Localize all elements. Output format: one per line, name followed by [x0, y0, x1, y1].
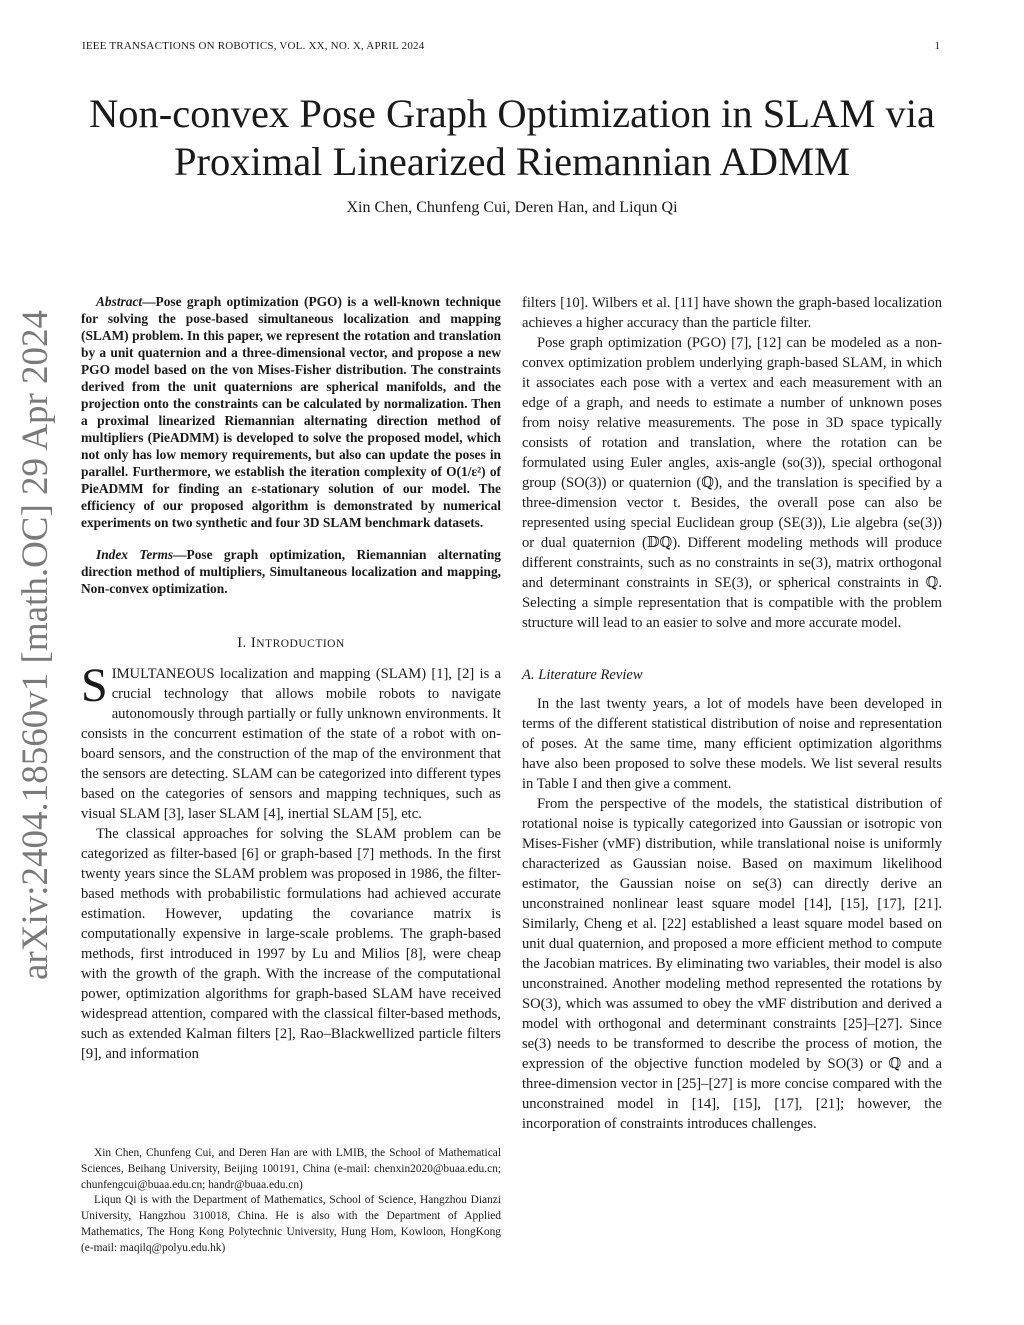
left-column [81, 293, 501, 1064]
section-initial: I [250, 635, 257, 651]
index-terms-text: —Pose graph optimization, Riemannian alternating direction method of multipliers, Simultaneous localization and mapping, Non-convex optimization. [81, 547, 501, 596]
right-column [522, 293, 942, 1134]
footnote-1: Xin Chen, Chunfeng Cui, and Deren Han are with LMIB, the School of Mathematical Sciences, Beihang University, Beijing 100191, China (e-mail: chenxin2020@buaa.edu.cn; chunfengcui@buaa.edu.cn; handr@buaa.edu.cn) [81, 1147, 501, 1191]
affiliation-footnotes [81, 1146, 501, 1257]
right-paragraph-3: In the last twenty years, a lot of models have been developed in terms of the different statistical distribution of noise and representation of poses. At the same time, many efficient optimization algorithms have also been proposed to solve these models. We list several results in Table I and then give a comment. [522, 696, 942, 792]
intro-cap-rest: IMULTANEOUS [111, 666, 215, 682]
title-line-1: Non-convex Pose Graph Optimization in SLAM via [89, 91, 935, 136]
intro-paragraph-1 [81, 659, 501, 824]
index-terms-label: Index Terms [96, 547, 174, 562]
section-heading-introduction [81, 633, 501, 654]
abstract [81, 293, 501, 531]
right-paragraph-1: filters [10]. Wilbers et al. [11] have shown the graph-based localization achieves a higher accuracy than the particle filter. [522, 295, 942, 331]
drop-cap: S [81, 659, 108, 712]
footnote-2: Liqun Qi is with the Department of Mathematics, School of Science, Hangzhou Dianzi University, Hangzhou 310018, China. He is also with the Department of Applied Mathematics, The Hong Kong Polytechnic University, Hung Hom, Kowloon, HongKong (e-mail: maqilq@polyu.edu.hk) [81, 1194, 501, 1254]
intro-p1-text: localization and mapping (SLAM) [1], [2] is a crucial technology that allows mobile robots to navigate autonomously through partially or fully unknown environments. It consists in the concurrent estimation of the state of a robot with on-board sensors, and the construction of the map of the environment that the sensors are detecting. SLAM can be categorized into different types based on the categories of sensors and mapping techniques, such as visual SLAM [3], laser SLAM [4], inertial SLAM [5], etc. [81, 666, 501, 822]
title-line-2: Proximal Linearized Riemannian ADMM [174, 139, 850, 184]
abstract-label: Abstract [96, 294, 143, 309]
right-paragraph-2: Pose graph optimization (PGO) [7], [12] can be modeled as a non-convex optimization problem underlying graph-based SLAM, in which it associates each pose with a vertex and each measurement with an edge of a graph, and needs to estimate a number of unknown poses from noisy relative measurements. The pose in 3D space typically consists of rotation and translation, where the rotation can be formulated using Euler angles, axis-angle (so(3)), special orthogonal group (SO(3)) or quaternion (ℚ), and the translation is specified by a three-dimension vector t. Besides, the overall pose can also be represented using special Euclidean group (SE(3)), Lie algebra (se(3)) or dual quaternion (𝔻ℚ). Different modeling methods will produce different constraints, such as no constraints in se(3), matrix orthogonal and determinant constraints in SE(3), or spherical constraints in ℚ. Selecting a simple representation that is compatible with the problem structure will lead to an easier to solve and more accurate model. [522, 335, 942, 631]
running-head: IEEE TRANSACTIONS ON ROBOTICS, VOL. XX, NO. X, APRIL 2024 [82, 40, 425, 52]
index-terms [81, 546, 501, 597]
subsection-literature-review: A. Literature Review [522, 667, 643, 683]
right-paragraph-4: From the perspective of the models, the statistical distribution of rotational noise is typically categorized into Gaussian or isotropic von Mises-Fisher (vMF) distribution, while translational noise is uniformly characterized as Gaussian noise. Based on maximum likelihood estimator, the Gaussian noise on se(3) can directly derive an unconstrained nonlinear least square model [14], [15], [17], [21]. Similarly, Cheng et al. [22] established a least square model based on unit dual quaternion, and proposed a more efficient method to compute the Jacobian matrices. By eliminating two variables, their model is also unconstrained. Another modeling method represented the rotations by SO(3), which was assumed to obey the vMF distribution and derived a model with orthogonal and determinant constraints [25]–[27]. Since se(3) needs to be transformed to describe the process of motion, the expression of the objective function modeled by SO(3) or ℚ and a three-dimension vector in [25]–[27] is more concise compared with the unconstrained model in [14], [15], [17], [21]; however, the incorporation of constraints introduces challenges. [522, 796, 942, 1132]
intro-paragraph-2: The classical approaches for solving the SLAM problem can be categorized as filter-based [6] or graph-based [7] methods. In the first twenty years since the SLAM problem was proposed in 1986, the filter-based methods with probabilistic formulations had achieved accurate estimation. However, updating the covariance matrix is computationally expensive in large-scale problems. The graph-based methods, first introduced in 1997 by Lu and Milios [8], were cheap with the growth of the graph. With the increase of the computational power, optimization algorithms for graph-based SLAM have received widespread attention, compared with the classical filter-based methods, such as extended Kalman filters [2], Rao–Blackwellized particle filters [9], and information [81, 826, 501, 1062]
section-numeral: I. [237, 635, 251, 651]
arxiv-stamp: arXiv:2404.18560v1 [math.OC] 29 Apr 2024 [15, 309, 56, 980]
paper-title [60, 90, 964, 186]
page-number: 1 [934, 40, 940, 52]
section-title-rest: NTRODUCTION [256, 638, 345, 650]
authors: Xin Chen, Chunfeng Cui, Deren Han, and Liqun Qi [346, 199, 678, 216]
abstract-text: —Pose graph optimization (PGO) is a well-known technique for solving the pose-based simultaneous localization and mapping (SLAM) problem. In this paper, we represent the rotation and translation by a unit quaternion and a three-dimensional vector, and propose a new PGO model based on the von Mises-Fisher distribution. The constraints derived from the unit quaternions are spherical manifolds, and the projection onto the constraints can be calculated by normalization. Then a proximal linearized Riemannian alternating direction method of multipliers (PieADMM) is developed to solve the proposed model, which not only has low memory requirements, but also can update the poses in parallel. Furthermore, we establish the iteration complexity of O(1/ε²) of PieADMM for finding an ε-stationary solution of our model. The efficiency of our proposed algorithm is demonstrated by numerical experiments on two synthetic and four 3D SLAM benchmark datasets. [81, 294, 501, 530]
